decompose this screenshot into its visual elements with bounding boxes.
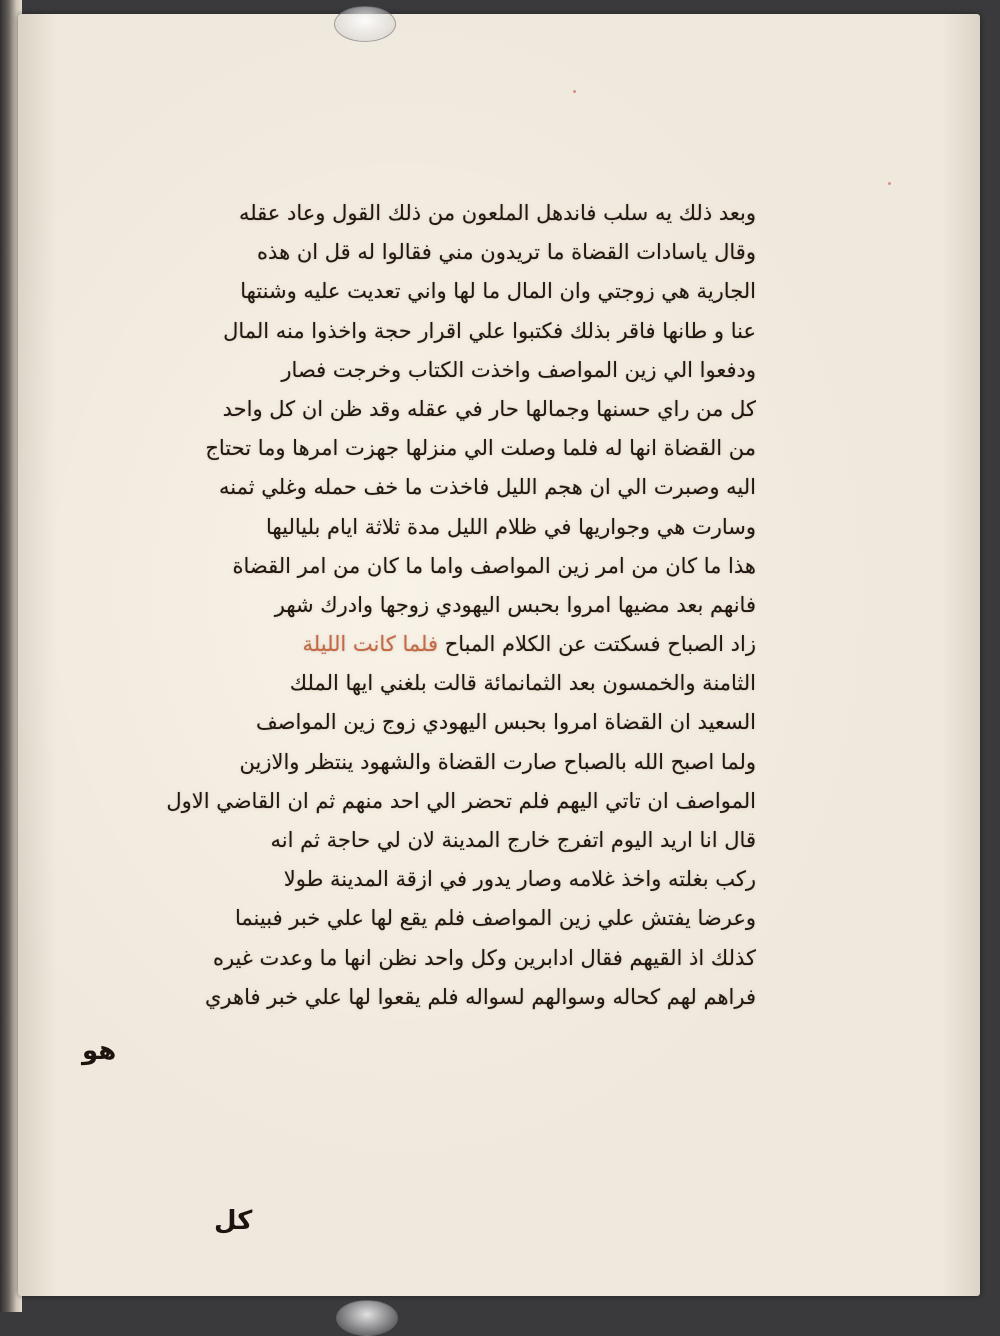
text-line-7: من القضاة انها له فلما وصلت الي منزلها جهزت امرها وما تحتاج xyxy=(205,436,756,461)
rubric-heading: فلما كانت الليلة xyxy=(302,632,438,657)
red-speck xyxy=(888,182,891,185)
text-line-19: وعرضا يفتش علي زين المواصف فلم يقع لها علي خبر فبينما xyxy=(235,906,756,931)
text-line-18: ركب بغلته واخذ غلامه وصار يدور في ازقة المدينة طولا xyxy=(283,867,756,892)
text-line-16: المواصف ان تاتي اليهم فلم تحضر الي احد منهم ثم ان القاضي الاول xyxy=(166,788,756,813)
red-speck xyxy=(573,90,576,93)
text-line-14: السعيد ان القضاة امروا بحبس اليهودي زوج زين المواصف xyxy=(255,710,756,735)
manuscript-page xyxy=(18,14,980,1296)
text-line-12-main: زاد الصباح فسكتت عن الكلام المباح xyxy=(444,632,756,657)
text-line-9: وسارت هي وجواريها في ظلام الليل مدة ثلاثة ايام بلياليها xyxy=(266,514,756,539)
text-line-1: وبعد ذلك يه سلب فاندهل الملعون من ذلك القول وعاد عقله xyxy=(238,201,756,225)
text-line-17: قال انا اريد اليوم اتفرج خارج المدينة لان لي حاجة ثم انه xyxy=(270,828,756,852)
text-line-3: الجارية هي زوجتي وان المال ما لها واني تعديت عليه وشنتها xyxy=(240,279,756,304)
page-clip-top xyxy=(334,6,396,42)
text-line-5: ودفعوا الي زين المواصف واخذت الكتاب وخرجت فصار xyxy=(281,357,756,382)
text-line-4: عنا و طانها فاقر بذلك فكتبوا علي اقرار حجة واخذوا منه المال xyxy=(223,318,756,343)
text-line-11: فانهم بعد مضيها امروا بحبس اليهودي زوجها وادرك شهر xyxy=(274,592,756,617)
text-line-15: ولما اصبح الله بالصباح صارت القضاة والشهود ينتظر والازين xyxy=(239,749,756,774)
text-line-8: اليه وصبرت الي ان هجم الليل فاخذت ما خف حمله وغلي ثمنه xyxy=(218,475,756,500)
text-line-12 xyxy=(136,625,756,664)
bottom-catchword: كل xyxy=(214,1206,253,1236)
text-line-20: كذلك اذ القيهم فقال ادابرين وكل واحد نظن انها ما وعدت غيره xyxy=(212,945,756,970)
text-line-10: هذا ما كان من امر زين المواصف واما ما كان من امر القضاة xyxy=(232,553,756,578)
text-line-21: فراهم لهم كحاله وسوالهم لسواله فلم يقعوا لها علي خبر فاهري xyxy=(204,984,756,1009)
margin-catchword: هو xyxy=(82,1036,117,1066)
page-clip-bottom xyxy=(336,1300,398,1336)
text-line-6: كل من راي حسنها وجمالها حار في عقله وقد ظن ان كل واحد xyxy=(222,396,756,421)
text-line-13: الثامنة والخمسون بعد الثمانمائة قالت بلغني ايها الملك xyxy=(289,671,756,696)
text-line-2: وقال ياسادات القضاة ما تريدون مني فقالوا له قل ان هذه xyxy=(257,240,756,265)
manuscript-text-block xyxy=(136,194,756,1017)
